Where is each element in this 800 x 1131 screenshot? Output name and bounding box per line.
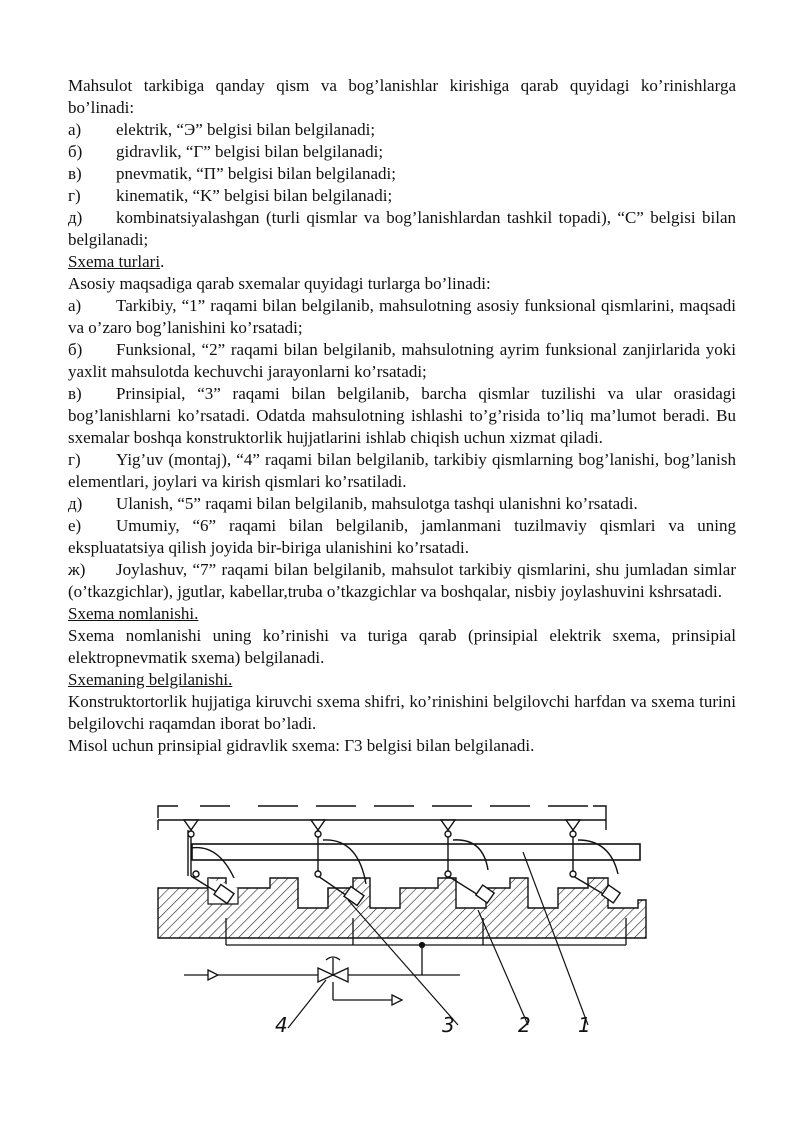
list-item [68, 515, 736, 559]
part-label-2: 2 [518, 1013, 531, 1037]
list-item [68, 449, 736, 493]
list-text: Joylashuv, “7” raqami bilan belgilanib, mahsulot tarkibiy qismlarini, shu jumladan simlar (o’tkazgichlar), jgutlar, kabellar,truba o’tkazgichlar va boshqalar, nisbiy joylashuvini kshrsatadi. [68, 560, 736, 601]
top-frame [158, 806, 606, 830]
list-marker: д) [68, 494, 83, 513]
list-text: kinematik, “K” belgisi bilan belgilanadi; [116, 186, 393, 205]
list-item [68, 207, 736, 251]
section-heading-naming: Sxema nomlanishi. [68, 604, 199, 623]
list-marker: г) [68, 186, 81, 205]
list-marker: а) [68, 296, 82, 315]
hydraulic-schematic-figure [148, 800, 658, 1045]
list-item [68, 141, 736, 163]
marking-paragraph: Konstruktortorlik hujjatiga kiruvchi sxema shifri, ko’rinishini belgilovchi harfdan va sxema turini belgilovchi raqamdan iborat bo’ladi. [68, 692, 736, 733]
list-marker: в) [68, 164, 82, 183]
section-heading-types [68, 251, 736, 273]
types-by-parts-list [68, 119, 736, 251]
example-paragraph: Misol uchun prinsipial gidravlik sxema: Г3 belgisi bilan belgilanadi. [68, 736, 535, 755]
list-item [68, 383, 736, 449]
list-item [68, 559, 736, 603]
list-marker: д) [68, 208, 83, 227]
list-item [68, 119, 736, 141]
section-heading-marking: Sxemaning belgilanishi. [68, 670, 233, 689]
list-text: gidravlik, “Г” belgisi bilan belgilanadi; [116, 142, 384, 161]
heading-suffix: . [160, 252, 165, 271]
toothed-base [158, 878, 646, 938]
list-text: Funksional, “2” raqami bilan belgilanib, mahsulotning ayrim funksional zanjirlarida yoki yaxlit mahsulotda kechuvchi jarayonlarni ko’rsatadi; [68, 340, 736, 381]
list-item [68, 295, 736, 339]
heading-text: Sxema turlari [68, 252, 161, 271]
part-label-3: 3 [442, 1013, 455, 1037]
list-marker: а) [68, 120, 82, 139]
list-marker: ж) [68, 560, 86, 579]
document-page [68, 75, 736, 757]
list-text: kombinatsiyalashgan (turli qismlar va bog’lanishlardan tashkil topadi), “С” belgisi bilan belgilanadi; [68, 208, 736, 249]
types-intro: Asosiy maqsadiga qarab sxemalar quyidagi turlarga bo’linadi: [68, 274, 491, 293]
list-marker: б) [68, 142, 83, 161]
list-text: Umumiy, “6” raqami bilan belgilanib, jamlanmani tuzilmaviy qismlari va uning ekspluatatsiya qilish joyida bir-biriga ulanishini ko’rsatadi. [68, 516, 736, 557]
list-text: pnevmatik, “П” belgisi bilan belgilanadi; [116, 164, 396, 183]
list-marker: б) [68, 340, 83, 359]
list-item [68, 163, 736, 185]
list-marker: г) [68, 450, 81, 469]
part-label-1: 1 [578, 1013, 591, 1037]
list-text: Prinsipial, “3” raqami bilan belgilanib, barcha qismlar tuzilishi va ular orasidagi bog’lanishlarni ko’rsatadi. Odatda mahsulotning ishlashi to’g’risida to’liq ma’lumot beradi. Bu sxemalar boshqa konstruktorlik hujjatlarini ishlab chiqish uchun xizmat qiladi. [68, 384, 736, 447]
part-label-4: 4 [275, 1013, 288, 1037]
list-text: Ulanish, “5” raqami bilan belgilanib, mahsulotga tashqi ulanishni ko’rsatadi. [116, 494, 638, 513]
list-text: elektrik, “Э” belgisi bilan belgilanadi; [116, 120, 376, 139]
hydraulic-schematic-drawing [148, 800, 658, 1045]
types-by-purpose-list [68, 295, 736, 603]
list-item [68, 185, 736, 207]
list-item [68, 493, 736, 515]
list-marker: в) [68, 384, 82, 403]
list-marker: е) [68, 516, 82, 535]
naming-paragraph: Sxema nomlanishi uning ko’rinishi va turiga qarab (prinsipial elektrik sxema, prinsipial elektropnevmatik sxema) belgilanadi. [68, 626, 736, 667]
intro-paragraph: Mahsulot tarkibiga qanday qism va bog’lanishlar kirishiga qarab quyidagi ko’rinishlarga bo’linadi: [68, 76, 736, 117]
list-text: Yig’uv (montaj), “4” raqami bilan belgilanib, tarkibiy qismlarning bog’lanishi, bog’lanish elementlari, joylari va kirish qismlari ko’rsatiladi. [68, 450, 736, 491]
list-item [68, 339, 736, 383]
list-text: Tarkibiy, “1” raqami bilan belgilanib, mahsulotning asosiy funksional qismlarini, maqsadi va o’zaro bog’lanishini ko’rsatadi; [68, 296, 736, 337]
